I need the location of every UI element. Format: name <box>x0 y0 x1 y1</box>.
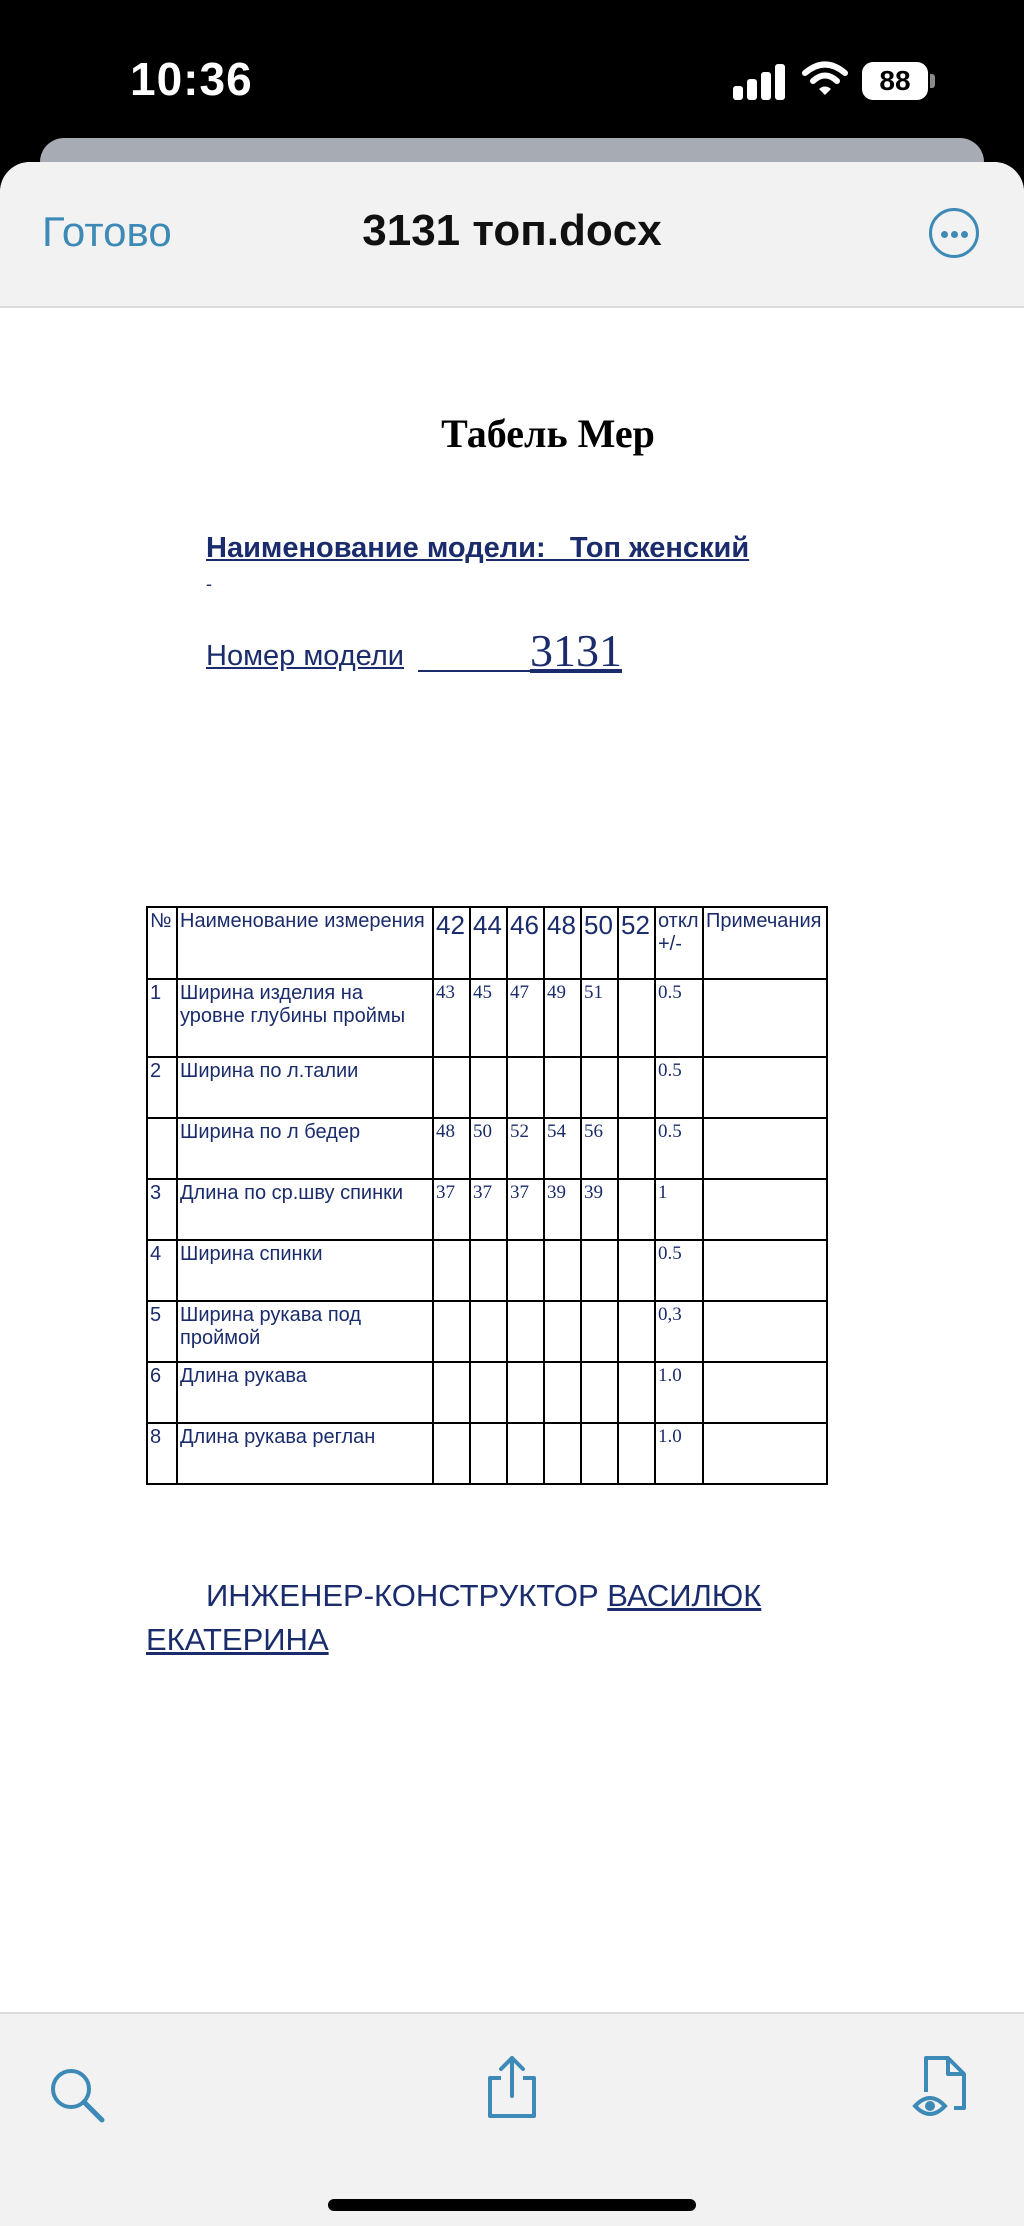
row-value <box>433 1240 470 1301</box>
row-value: 48 <box>433 1118 470 1179</box>
row-note <box>703 1240 827 1301</box>
row-note <box>703 979 827 1057</box>
row-value: 47 <box>507 979 544 1057</box>
row-value: 39 <box>581 1179 618 1240</box>
bottom-toolbar <box>0 2012 1024 2226</box>
row-value <box>618 1423 655 1484</box>
row-value <box>470 1057 507 1118</box>
table-row <box>147 1423 827 1484</box>
row-value <box>507 1362 544 1423</box>
row-value <box>581 1240 618 1301</box>
table-row <box>147 1118 827 1179</box>
row-value <box>581 1301 618 1362</box>
engineer-signature-line <box>146 1574 826 1662</box>
row-value <box>470 1362 507 1423</box>
table-row <box>147 979 827 1057</box>
header-name: Наименование измерения <box>177 907 433 979</box>
status-bar <box>0 0 1024 150</box>
row-value <box>618 1057 655 1118</box>
row-value <box>581 1423 618 1484</box>
row-value: 51 <box>581 979 618 1057</box>
row-value: 56 <box>581 1118 618 1179</box>
row-num: 3 <box>147 1179 177 1240</box>
header-size: 46 <box>507 907 544 979</box>
row-name: Длина рукава реглан <box>177 1423 433 1484</box>
row-num: 1 <box>147 979 177 1057</box>
doc-heading: Табель Мер <box>441 411 655 456</box>
row-value: 45 <box>470 979 507 1057</box>
row-note <box>703 1118 827 1179</box>
wifi-icon <box>802 60 848 98</box>
row-num: 4 <box>147 1240 177 1301</box>
row-value <box>581 1057 618 1118</box>
row-value <box>618 1301 655 1362</box>
row-num: 5 <box>147 1301 177 1362</box>
row-value <box>507 1240 544 1301</box>
row-value: 37 <box>507 1179 544 1240</box>
row-value <box>544 1301 581 1362</box>
table-header-row <box>147 907 827 979</box>
model-name: Наименование модели: _Топ женский <box>206 532 750 564</box>
header-size: 42 <box>433 907 470 979</box>
row-value <box>618 1362 655 1423</box>
table-row <box>147 1301 827 1362</box>
row-num: 8 <box>147 1423 177 1484</box>
row-note <box>703 1179 827 1240</box>
engineer-name: ВАСИЛЮК ЕКАТЕРИНА <box>146 1578 762 1657</box>
header-notes: Примечания <box>703 907 827 979</box>
row-value <box>618 979 655 1057</box>
navigation-bar <box>0 162 1024 308</box>
row-value <box>433 1301 470 1362</box>
row-value <box>507 1301 544 1362</box>
battery-icon: 88 <box>862 62 928 100</box>
document-viewer-sheet <box>0 162 1024 2226</box>
row-note <box>703 1423 827 1484</box>
search-icon[interactable] <box>48 2066 106 2124</box>
row-value <box>544 1423 581 1484</box>
measurements-table <box>146 906 828 1485</box>
row-value <box>618 1240 655 1301</box>
row-value: 37 <box>433 1179 470 1240</box>
row-value <box>433 1057 470 1118</box>
row-deviation: 1.0 <box>655 1362 703 1423</box>
share-icon[interactable] <box>484 2054 540 2120</box>
row-value <box>433 1423 470 1484</box>
row-deviation: 0.5 <box>655 1118 703 1179</box>
row-value <box>581 1362 618 1423</box>
row-value <box>544 1057 581 1118</box>
row-deviation: 0.5 <box>655 1057 703 1118</box>
header-size: 50 <box>581 907 618 979</box>
row-note <box>703 1301 827 1362</box>
row-value <box>470 1423 507 1484</box>
row-value: 52 <box>507 1118 544 1179</box>
row-name: Длина рукава <box>177 1362 433 1423</box>
home-indicator <box>328 2199 696 2211</box>
model-number-underline <box>418 670 530 672</box>
header-size: 52 <box>618 907 655 979</box>
model-number-label: Номер модели <box>206 640 404 672</box>
row-value: 50 <box>470 1118 507 1179</box>
row-num: 6 <box>147 1362 177 1423</box>
row-value <box>618 1179 655 1240</box>
row-name: Ширина по л бедер <box>177 1118 433 1179</box>
row-name: Ширина спинки <box>177 1240 433 1301</box>
row-note <box>703 1362 827 1423</box>
table-row <box>147 1179 827 1240</box>
row-value: 43 <box>433 979 470 1057</box>
row-value: 49 <box>544 979 581 1057</box>
table-row <box>147 1057 827 1118</box>
cellular-signal-icon <box>733 64 785 100</box>
row-deviation: 0.5 <box>655 979 703 1057</box>
row-value <box>544 1362 581 1423</box>
row-value <box>618 1118 655 1179</box>
row-value <box>433 1362 470 1423</box>
table-row <box>147 1240 827 1301</box>
row-deviation: 1.0 <box>655 1423 703 1484</box>
row-value <box>507 1423 544 1484</box>
row-num <box>147 1118 177 1179</box>
reader-view-icon[interactable] <box>912 2052 970 2120</box>
header-deviation: откл +/- <box>655 907 703 979</box>
row-value <box>544 1240 581 1301</box>
row-name: Ширина по л.талии <box>177 1057 433 1118</box>
status-time: 10:36 <box>130 53 253 105</box>
header-num: № <box>147 907 177 979</box>
row-name: Длина по ср.шву спинки <box>177 1179 433 1240</box>
header-size: 48 <box>544 907 581 979</box>
row-value <box>470 1240 507 1301</box>
row-deviation: 0,3 <box>655 1301 703 1362</box>
row-value: 54 <box>544 1118 581 1179</box>
done-button[interactable]: Готово <box>42 208 172 255</box>
model-number-value: 3131 <box>530 625 622 676</box>
row-name: Ширина изделия на уровне глубины проймы <box>177 979 433 1057</box>
battery-tip <box>930 74 935 88</box>
engineer-role: ИНЖЕНЕР-КОНСТРУКТОР <box>206 1578 599 1613</box>
row-deviation: 0.5 <box>655 1240 703 1301</box>
row-deviation: 1 <box>655 1179 703 1240</box>
document-title: 3131 топ.docx <box>362 206 662 255</box>
row-value <box>470 1301 507 1362</box>
model-name-dash: - <box>206 574 212 594</box>
row-value <box>507 1057 544 1118</box>
row-num: 2 <box>147 1057 177 1118</box>
row-name: Ширина рукава под проймой <box>177 1301 433 1362</box>
more-options-icon[interactable] <box>929 208 979 258</box>
header-size: 44 <box>470 907 507 979</box>
row-value: 37 <box>470 1179 507 1240</box>
row-value: 39 <box>544 1179 581 1240</box>
row-note <box>703 1057 827 1118</box>
table-row <box>147 1362 827 1423</box>
